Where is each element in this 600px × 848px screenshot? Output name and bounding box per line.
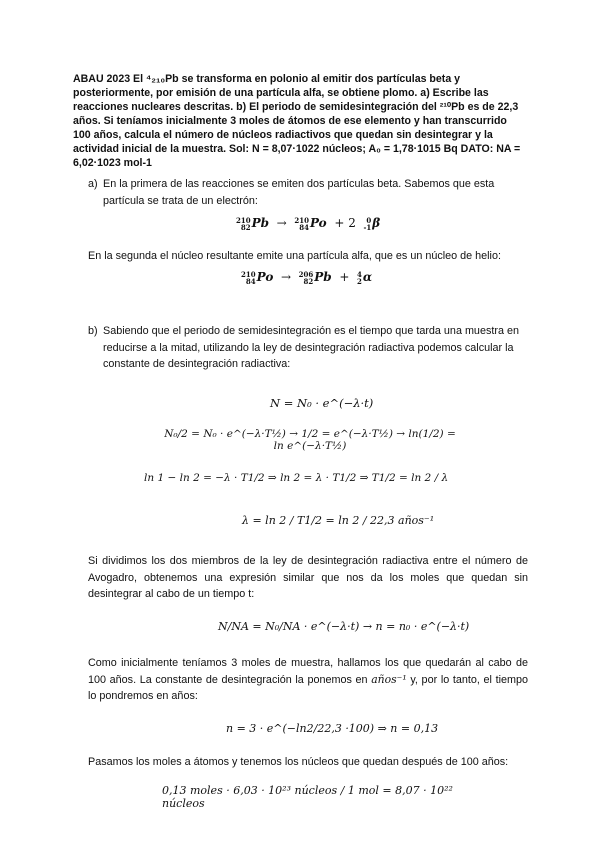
beta-decay-equation: 210 82 Pb → 210 84 Po + 2 0 -1 β bbox=[236, 215, 381, 232]
part-a-intro: En la primera de las reacciones se emiten dos partículas beta. Sabemos que esta partícula se trata de un electrón: bbox=[103, 178, 495, 207]
lambda-equation: λ = ln 2 / T1/2 = ln 2 / 22,3 años⁻¹ bbox=[242, 514, 435, 527]
atoms-text: Pasamos los moles a átomos y tenemos los núcleos que quedan después de 100 años: bbox=[88, 756, 509, 768]
avogadro-text: Si dividimos los dos miembros de la ley de desintegración radiactiva entre el número de Avogadro, obtenemos una expresión similar que nos da los moles que quedan sin desintegrar al cabo de un tiempo t: bbox=[88, 555, 528, 601]
part-b-intro: Sabiendo que el periodo de semidesintegración es el tiempo que tarda una muestra en reducirse a la mitad, utilizando la ley de desintegración radiactiva podemos calcular la constante de desintegración radiactiva: bbox=[103, 325, 519, 371]
part-a-marker: a) bbox=[88, 178, 98, 190]
part-b-marker: b) bbox=[88, 325, 98, 337]
ln-derivation: ln 1 − ln 2 = −λ · T1/2 ⇒ ln 2 = λ · T1/2 ⇒ T1/2 = ln 2 / λ bbox=[144, 472, 449, 484]
part-a-second: En la segunda el núcleo resultante emite una partícula alfa, que es un núcleo de helio: bbox=[88, 250, 501, 262]
atoms-equation: 0,13 moles · 6,03 · 10²³ núcleos / 1 mol = 8,07 · 10²² núcleos bbox=[162, 784, 453, 810]
problem-statement: ABAU 2023 El ⁴₂₁₀Pb se transforma en polonio al emitir dos partículas beta y posteriormente, por emisión de una partícula alfa, se obtiene plomo. a) Escribe las reacciones nucleares descritas. b) El periodo de semidesintegración del ²¹⁰Pb es de 22,3 años. Si teníamos inicialmente 3 moles de átomos de ese elemento y han transcurrido 100 años, calcula el número de núcleos radiactivos que quedan sin desintegrar y la actividad inicial de la muestra. Sol: N = 8,07·1022 núcleos; A₀ = 1,78·1015 Bq DATO: NA = 6,02·1023 mol-1 bbox=[73, 73, 521, 169]
decay-law-equation: N = N₀ · e^(−λ·t) bbox=[270, 396, 374, 410]
moles-unit: años⁻¹ bbox=[371, 672, 407, 686]
alpha-decay-equation: 210 84 Po → 206 82 Pb + 4 2 α bbox=[241, 269, 373, 286]
moles-text: Como inicialmente teníamos 3 moles de muestra, hallamos los que quedarán al cabo de 100 años. La constante de desintegración la ponemos en años⁻¹ y, por lo tanto, el tiempo lo pondremos en años: bbox=[88, 657, 528, 703]
moles-law-equation: N/NA = N₀/NA · e^(−λ·t) → n = n₀ · e^(−λ·t) bbox=[218, 620, 470, 633]
moles-equation: n = 3 · e^(−ln2/22,3 ·100) ⇒ n = 0,13 bbox=[226, 722, 439, 735]
half-life-derivation: N₀/2 = N₀ · e^(−λ·T½) → 1/2 = e^(−λ·T½) → ln(1/2) = ln e^(−λ·T½) bbox=[164, 428, 456, 452]
